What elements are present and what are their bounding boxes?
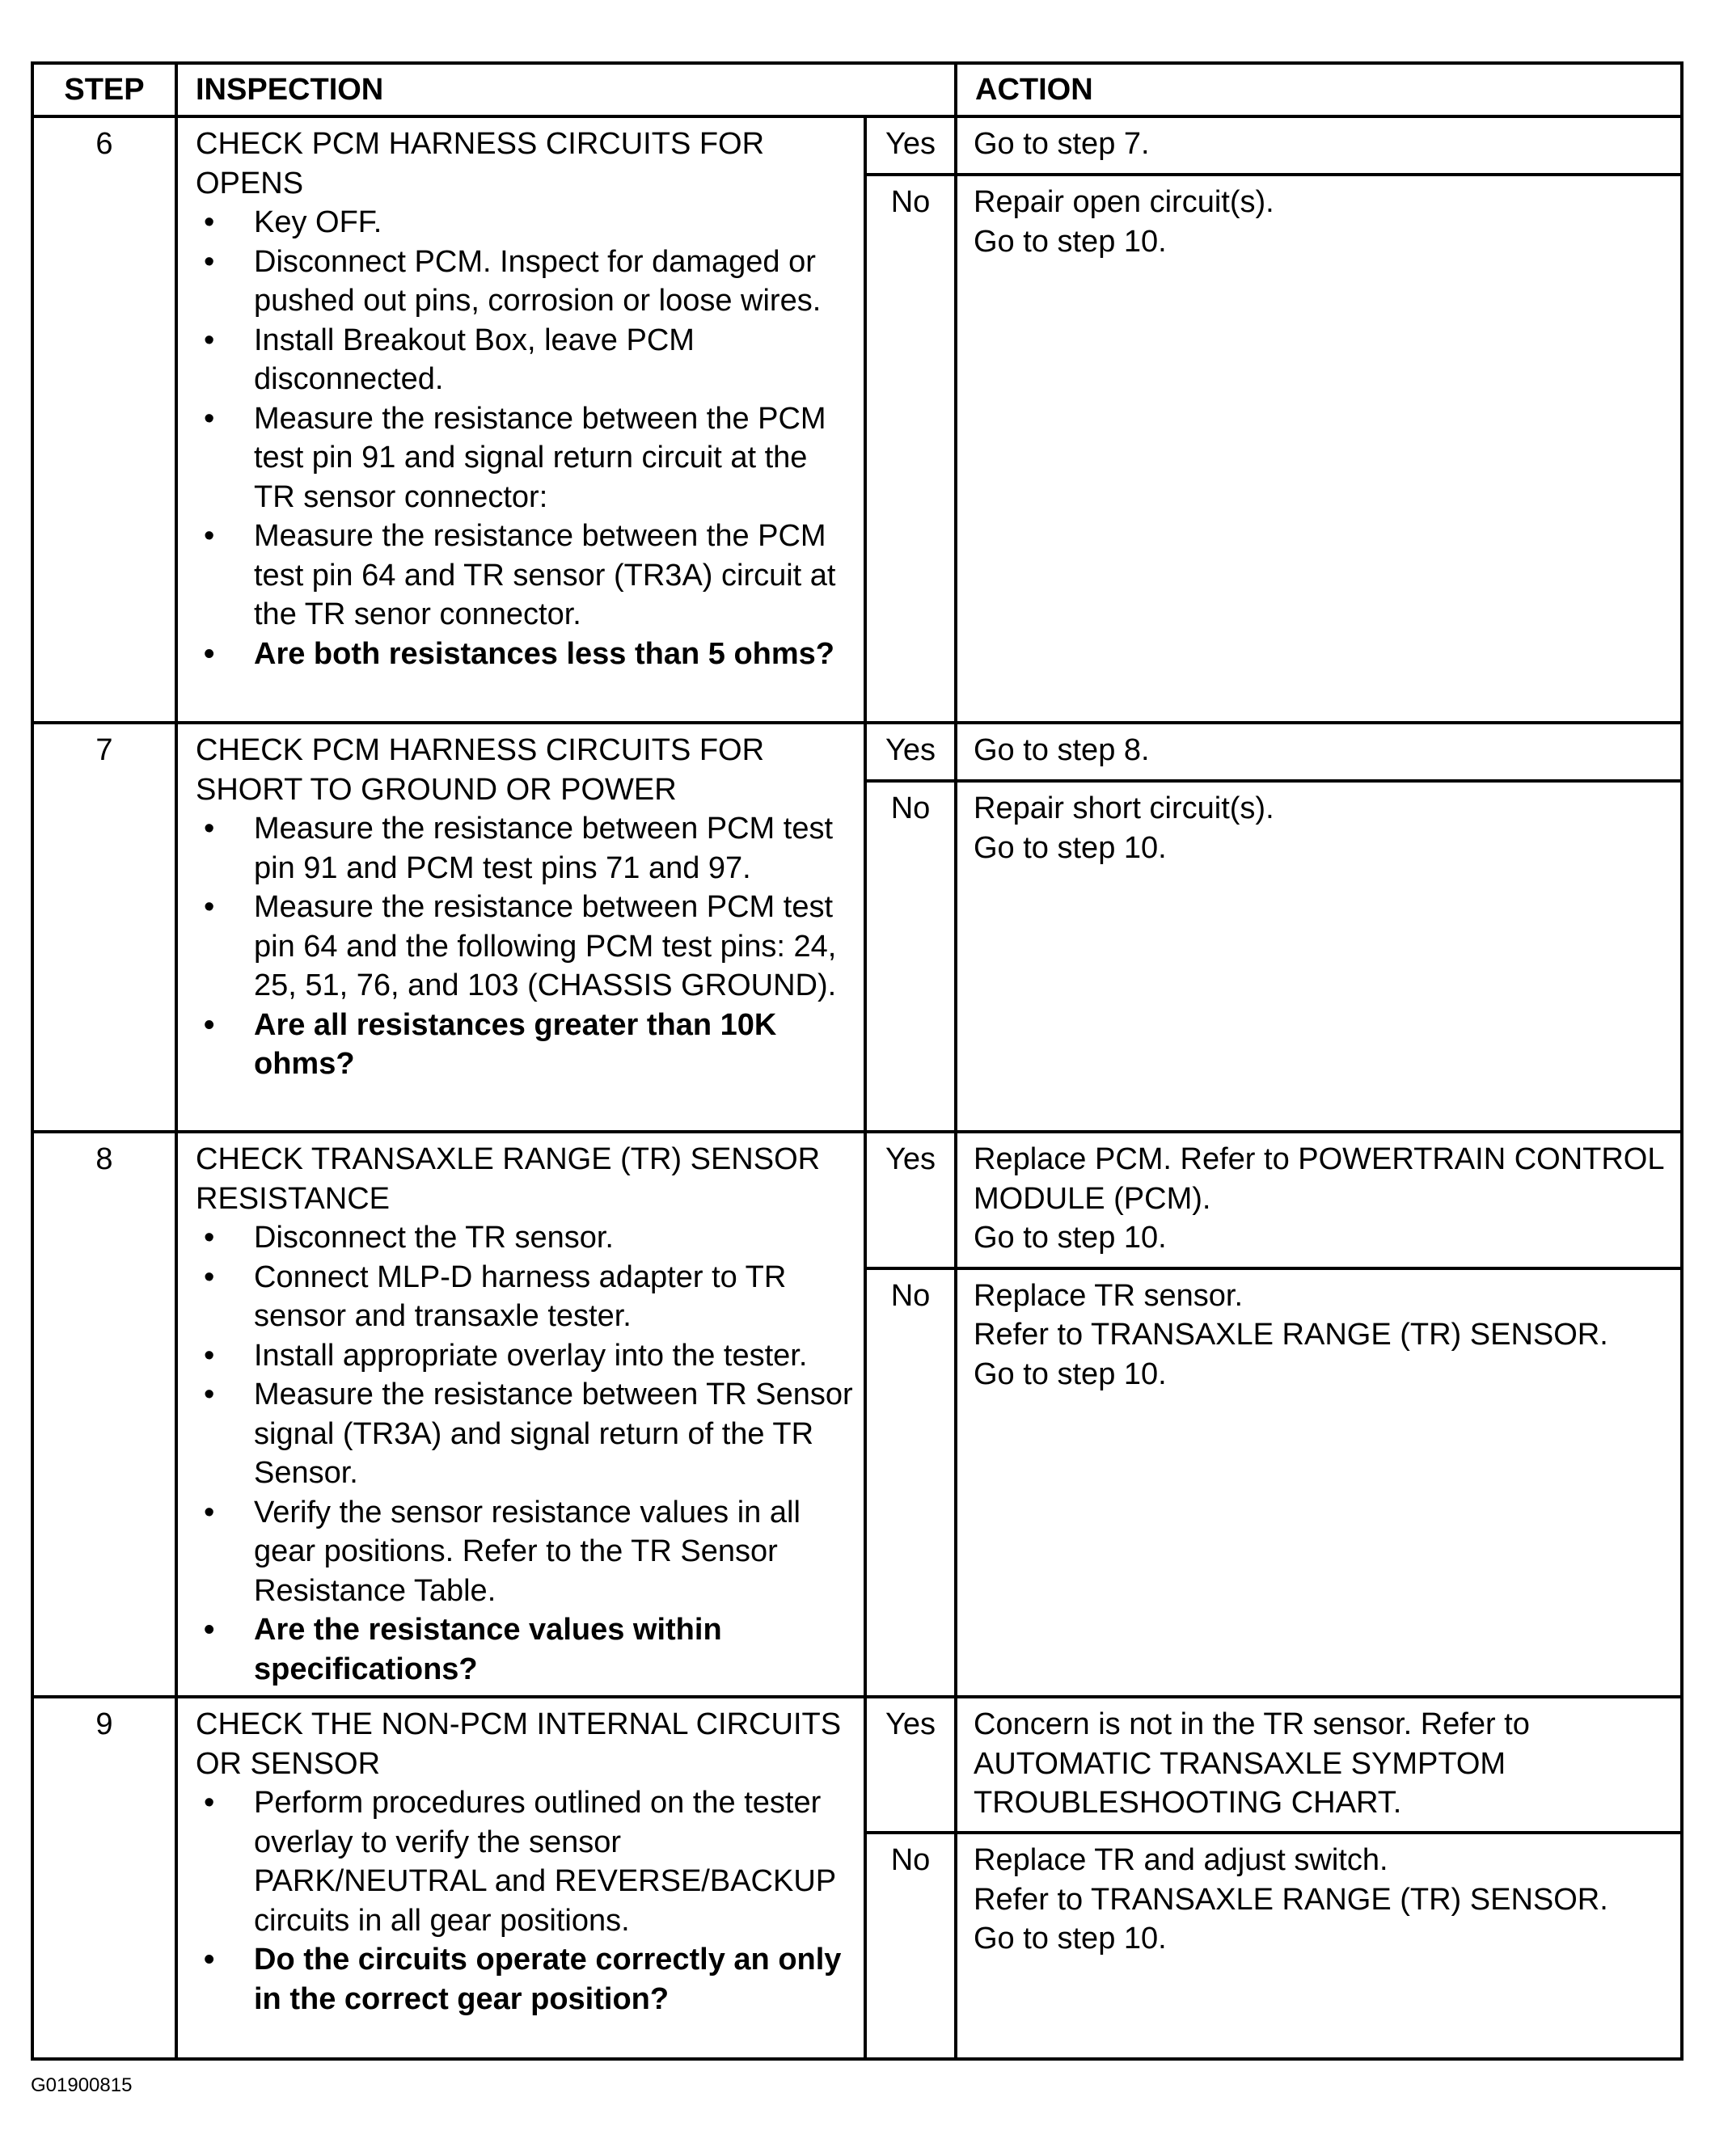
inspection-bullets [196,1783,856,2019]
step-number: 9 [32,1697,176,2059]
step-7-yes-row [32,723,1682,781]
action-line: Go to step 10. [974,830,1167,865]
no-action [956,1833,1682,2059]
inspection-bullets [196,203,856,673]
action-line: Replace PCM. Refer to POWERTRAIN CONTROL MODULE (PCM). [974,1142,1664,1216]
bullet-item: • Key OFF. [196,203,856,243]
yes-action [956,723,1682,781]
yes-action [956,116,1682,175]
step-number: 6 [32,116,176,723]
action-line: Replace TR and adjust switch. [974,1843,1388,1877]
inspection-cell [176,1697,865,2059]
step-number: 7 [32,723,176,1132]
action-line: Go to step 10. [974,1922,1167,1956]
action-line: Repair open circuit(s). [974,185,1274,219]
action-line: Go to step 10. [974,224,1167,259]
no-label: No [865,781,956,1132]
bullet-item: • Measure the resistance between the PCM test pin 91 and signal return circuit at the TR sensor connector: [196,399,856,517]
bullet-item: • Disconnect the TR sensor. [196,1218,856,1258]
inspection-cell [176,116,865,723]
inspection-cell [176,723,865,1132]
no-action [956,1268,1682,1697]
no-action [956,175,1682,723]
bullet-item: • Measure the resistance between the PCM test pin 64 and TR sensor (TR3A) circuit at the TR senor connector. [196,517,856,635]
bullet-item: • Measure the resistance between PCM test pin 91 and PCM test pins 71 and 97. [196,809,856,888]
step-8-group [32,1132,1682,1697]
action-header-label: ACTION [975,72,1093,107]
bullet-question: • Are both resistances less than 5 ohms? [196,635,856,674]
inspection-header-label: INSPECTION [196,72,384,107]
bullet-item: • Disconnect PCM. Inspect for damaged or pushed out pins, corrosion or loose wires. [196,243,856,321]
step-number: 8 [32,1132,176,1697]
bullet-question: • Are the resistance values within specifications? [196,1610,856,1689]
action-line: Go to step 7. [974,127,1150,161]
step-7-group [32,723,1682,1132]
bullet-question: • Do the circuits operate correctly an only in the correct gear position? [196,1940,856,2019]
bullet-item: • Measure the resistance between TR Sensor signal (TR3A) and signal return of the TR Sensor. [196,1375,856,1493]
inspection-bullets [196,809,856,1084]
step-6-yes-row [32,116,1682,175]
bullet-item: • Install appropriate overlay into the tester. [196,1336,856,1376]
yes-label: Yes [865,723,956,781]
bullet-item: • Perform procedures outlined on the tester overlay to verify the sensor PARK/NEUTRAL and REVERSE/BACKUP circuits in all gear positions. [196,1783,856,1940]
inspection-header [176,63,956,116]
inspection-bullets [196,1218,856,1689]
step-header: STEP [32,63,176,116]
inspection-title: CHECK THE NON-PCM INTERNAL CIRCUITS OR SENSOR [196,1707,842,1781]
inspection-title: CHECK TRANSAXLE RANGE (TR) SENSOR RESISTANCE [196,1142,821,1216]
action-line: Go to step 8. [974,733,1150,767]
no-label: No [865,1833,956,2059]
header-row [32,63,1682,116]
figure-code: G01900815 [31,2074,133,2096]
yes-label: Yes [865,116,956,175]
action-line: Replace TR sensor. [974,1278,1244,1313]
yes-action [956,1132,1682,1268]
step-6-group [32,116,1682,723]
inspection-title: CHECK PCM HARNESS CIRCUITS FOR SHORT TO GROUND OR POWER [196,733,765,807]
diagnostic-table [31,61,1684,2061]
bullet-item: • Connect MLP-D harness adapter to TR sensor and transaxle tester. [196,1258,856,1336]
action-line: Refer to TRANSAXLE RANGE (TR) SENSOR. [974,1882,1608,1917]
inspection-title: CHECK PCM HARNESS CIRCUITS FOR OPENS [196,127,765,200]
step-9-group [32,1697,1682,2059]
action-line: Refer to TRANSAXLE RANGE (TR) SENSOR. [974,1318,1608,1352]
action-line: Repair short circuit(s). [974,791,1274,825]
step-8-yes-row [32,1132,1682,1268]
bullet-item: • Verify the sensor resistance values in all gear positions. Refer to the TR Sensor Resistance Table. [196,1493,856,1611]
bullet-question: • Are all resistances greater than 10K ohms? [196,1006,856,1084]
action-line: Go to step 10. [974,1221,1167,1255]
action-line: Go to step 10. [974,1356,1167,1391]
bullet-item: • Install Breakout Box, leave PCM disconnected. [196,321,856,399]
action-line: Concern is not in the TR sensor. Refer to AUTOMATIC TRANSAXLE SYMPTOM TROUBLESHOOTING CHART. [974,1707,1530,1820]
yes-label: Yes [865,1697,956,1833]
no-action [956,781,1682,1132]
yes-label: Yes [865,1132,956,1268]
step-9-yes-row [32,1697,1682,1833]
bullet-item: • Measure the resistance between PCM test pin 64 and the following PCM test pins: 24, 25, 51, 76, and 103 (CHASSIS GROUND). [196,888,856,1006]
action-header [956,63,1682,116]
inspection-cell [176,1132,865,1697]
yes-action [956,1697,1682,1833]
no-label: No [865,175,956,723]
no-label: No [865,1268,956,1697]
